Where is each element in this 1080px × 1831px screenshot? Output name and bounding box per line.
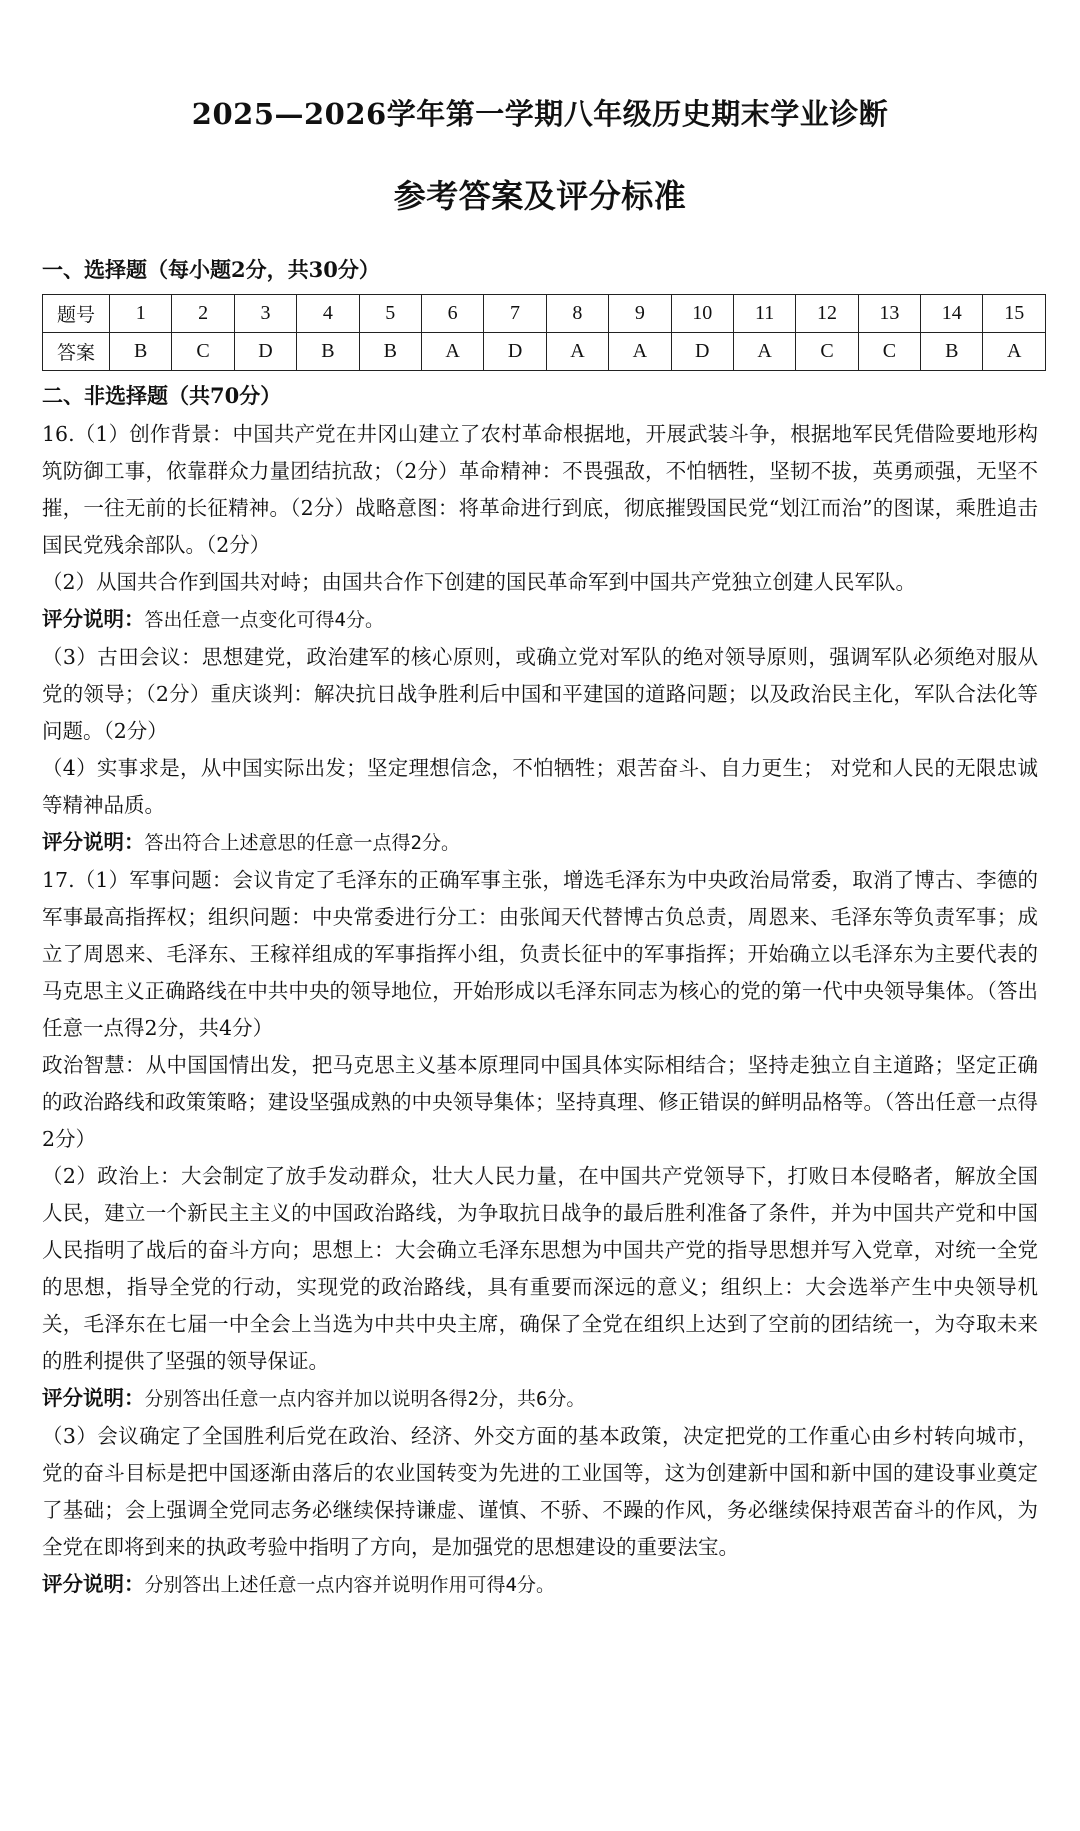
answer-cell: C [172,333,234,371]
question-number: 5 [359,295,421,333]
scoring-note-text: 答出符合上述意思的任意一点得2分。 [144,832,460,854]
scoring-note [42,824,1038,862]
answer-16-2: （2）从国共合作到国共对峙；由国共合作下创建的国民革命军到中国共产党独立创建人民军队。 [42,570,917,594]
scoring-note-label: 评分说明： [42,607,145,631]
answer-17-3: （3）会议确定了全国胜利后党在政治、经济、外交方面的基本政策，决定把党的工作重心由乡村转向城市，党的奋斗目标是把中国逐渐由落后的农业国转变为先进的工业国等，这为创建新中国和新中国的建设事业奠定了基础；会上强调全党同志务必继续保持谦虚、谨慎、不骄、不躁的作风，务必继续保持艰苦奋斗的作风，为全党在即将到来的执政考验中指明了方向，是加强党的思想建设的重要法宝。 [42,1424,1038,1559]
answer-cell: C [796,333,858,371]
scoring-note-label: 评分说明： [42,1572,145,1596]
answer-16-1: 16.（1）创作背景：中国共产党在井冈山建立了农村革命根据地，开展武装斗争，根据地军民凭借险要地形构筑防御工事，依靠群众力量团结抗敌；（2分）革命精神：不畏强敌，不怕牺牲，坚韧不拔，英勇顽强，无坚不摧，一往无前的长征精神。（2分）战略意图：将革命进行到底，彻底摧毁国民党“划江而治”的图谋，乘胜追击国民党残余部队。（2分） [42,422,1038,557]
question-number: 9 [609,295,671,333]
answer-cell: A [983,333,1046,371]
answer-cell: A [609,333,671,371]
question-number: 6 [421,295,483,333]
question-number: 1 [110,295,172,333]
question-number: 13 [858,295,920,333]
question-number: 11 [733,295,795,333]
answer-cell: D [484,333,546,371]
answer-cell: B [359,333,421,371]
question-number: 3 [234,295,296,333]
answer-body [42,416,1038,1604]
question-number: 7 [484,295,546,333]
answer-17-1-political-wisdom: 政治智慧：从中国国情出发，把马克思主义基本原理同中国具体实际相结合；坚持走独立自主道路；坚定正确的政治路线和政策策略；建设坚强成熟的中央领导集体；坚持真理、修正错误的鲜明品格等。（答出任意一点得2分） [42,1053,1038,1151]
question-number-row [43,295,1046,333]
scoring-note-text: 分别答出上述任意一点内容并说明作用可得4分。 [144,1574,555,1596]
answer-row [43,333,1046,371]
question-number: 8 [546,295,608,333]
scoring-note-text: 答出任意一点变化可得4分。 [144,609,384,631]
scoring-note-text: 分别答出任意一点内容并加以说明各得2分，共6分。 [144,1388,586,1410]
section1-heading: 一、选择题（每小题2分，共30分） [42,257,380,282]
row-label-answer: 答案 [43,333,110,371]
question-number: 12 [796,295,858,333]
scoring-note-label: 评分说明： [42,830,145,854]
answer-17-2: （2）政治上：大会制定了放手发动群众，壮大人民力量，在中国共产党领导下，打败日本侵略者，解放全国人民，建立一个新民主主义的中国政治路线，为争取抗日战争的最后胜利准备了条件，并为中国共产党和中国人民指明了战后的奋斗方向；思想上：大会确立毛泽东思想为中国共产党的指导思想并写入党章，对统一全党的思想，指导全党的行动，实现党的政治路线，具有重要而深远的意义；组织上：大会选举产生中央领导机关，毛泽东在七届一中全会上当选为中共中央主席，确保了全党在组织上达到了空前的团结统一，为夺取未来的胜利提供了坚强的领导保证。 [42,1164,1038,1373]
answer-cell: A [421,333,483,371]
scoring-note [42,1566,1038,1604]
answer-cell: B [110,333,172,371]
question-number: 4 [297,295,359,333]
question-number: 10 [671,295,733,333]
scoring-note [42,1380,1038,1418]
answer-cell: B [297,333,359,371]
page-title: 2025—2026学年第一学期八年级历史期末学业诊断 [191,97,889,131]
page-subtitle: 参考答案及评分标准 [393,177,687,215]
answer-cell: B [921,333,983,371]
answer-16-4: （4）实事求是，从中国实际出发；坚定理想信念，不怕牺牲；艰苦奋斗、自力更生； 对党和人民的无限忠诚等精神品质。 [42,756,1038,817]
answer-cell: D [234,333,296,371]
answer-table [42,294,1046,371]
answer-cell: D [671,333,733,371]
question-number: 15 [983,295,1046,333]
row-label-number: 题号 [43,295,110,333]
answer-cell: C [858,333,920,371]
scoring-note-label: 评分说明： [42,1386,145,1410]
section2-heading: 二、非选择题（共70分） [42,383,282,408]
answer-17-1: 17.（1）军事问题：会议肯定了毛泽东的正确军事主张，增选毛泽东为中央政治局常委，取消了博古、李德的军事最高指挥权；组织问题：中央常委进行分工：由张闻天代替博古负总责，周恩来、毛泽东等负责军事；成立了周恩来、毛泽东、王稼祥组成的军事指挥小组，负责长征中的军事指挥；开始确立以毛泽东为主要代表的马克思主义正确路线在中共中央的领导地位，开始形成以毛泽东同志为核心的党的第一代中央领导集体。（答出任意一点得2分，共4分） [42,868,1038,1040]
answer-16-3: （3）古田会议：思想建党，政治建军的核心原则，或确立党对军队的绝对领导原则，强调军队必须绝对服从党的领导；（2分）重庆谈判：解决抗日战争胜利后中国和平建国的道路问题；以及政治民主化，军队合法化等问题。（2分） [42,645,1038,743]
answer-cell: A [733,333,795,371]
answer-cell: A [546,333,608,371]
scoring-note [42,601,1038,639]
question-number: 14 [921,295,983,333]
question-number: 2 [172,295,234,333]
